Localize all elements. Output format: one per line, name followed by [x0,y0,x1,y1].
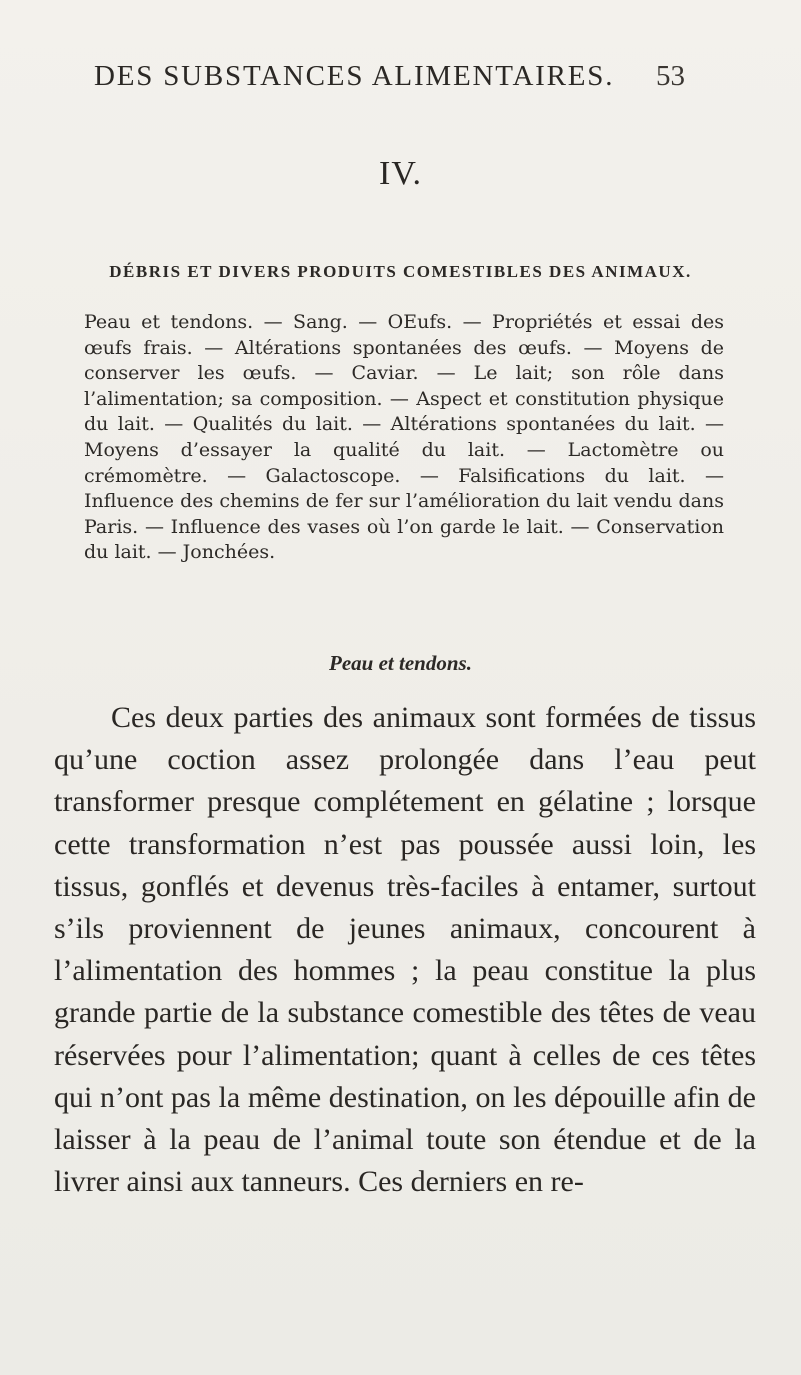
section-summary: Peau et tendons. — Sang. — OEufs. — Propriétés et essai des œufs frais. — Altérations spontanées des œufs. — Moyens de conserver les œufs. — Caviar. — Le lait; son rôle dans l’alimentation; sa composition. — Aspect et constitution physique du lait. — Qualités du lait. — Altérations spontanées du lait. — Moyens d’essayer la qualité du lait. — Lactomètre ou crémomètre. — Galactoscope. — Falsifications du lait. — Influence des chemins de fer sur l’amélioration du lait vendu dans Paris. — Influence des vases où l’on garde le lait. — Conservation du lait. — Jonchées. [84,311,724,564]
running-title: DES SUBSTANCES ALIMENTAIRES. [94,60,615,92]
section-number: IV. [379,155,422,192]
section-title: DÉBRIS ET DIVERS PRODUITS COMESTIBLES DES ANIMAUX. [109,262,692,281]
running-head [0,60,801,104]
body-paragraph: Ces deux parties des animaux sont formées de tissus qu’une coction assez prolongée dans l’eau peut transformer presque complétement en gélatine ; lorsque cette transformation n’est pas poussée aussi loin, les tissus, gonflés et devenus très-faciles à entamer, surtout s’ils proviennent de jeunes animaux, concourent à l’alimentation des hommes ; la peau constitue la plus grande partie de la substance comestible des têtes de veau réservées pour l’alimentation; quant à celles de ces têtes qui n’ont pas la même destination, on les dépouille afin de laisser à la peau de l’animal toute son étendue et de la livrer ainsi aux tanneurs. Ces derniers en re- [54,701,756,1199]
page-number: 53 [656,60,685,92]
subsection-title: Peau et tendons. [329,651,472,675]
